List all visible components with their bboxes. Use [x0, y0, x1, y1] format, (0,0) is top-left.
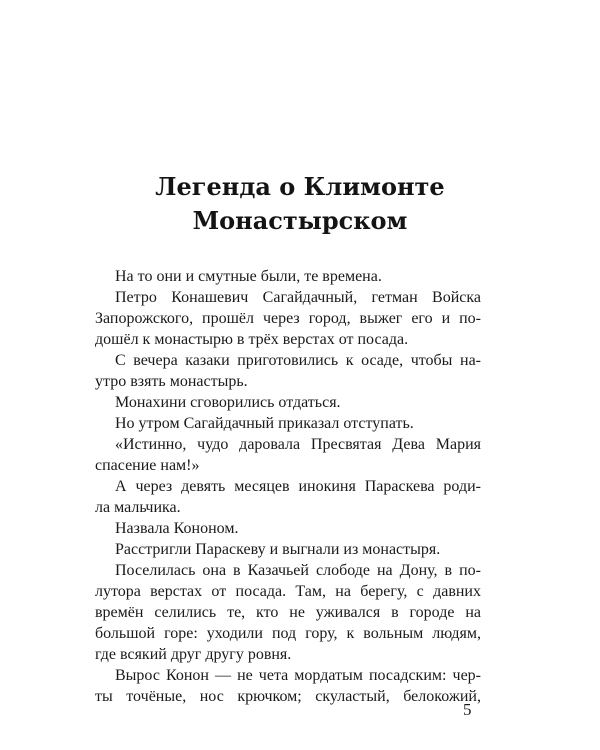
text-line: лутора верстах от посада. Там, на берегу, с давних: [95, 583, 481, 600]
text-line: утро взять монастырь.: [95, 373, 248, 390]
text-line: Монахини сговорились отдаться.: [115, 394, 341, 411]
text-line: ты точёные, нос крючком; скуластый, белокожий,: [95, 688, 481, 705]
text-line: С вечера казаки приготовились к осаде, чтобы на-: [115, 352, 481, 369]
page-number: 5: [463, 700, 472, 719]
text-line: Расстригли Параскеву и выгнали из монастыря.: [115, 541, 441, 558]
text-line: «Истинно, чудо даровала Пресвятая Дева Мария: [115, 436, 481, 453]
text-line: ла мальчика.: [95, 499, 181, 516]
chapter-title-line-2: Монастырском: [192, 206, 408, 235]
text-line: Вырос Конон — не чета мордатым посадским: чер-: [115, 667, 481, 684]
text-line: Назвала Кононом.: [115, 520, 239, 537]
text-line: большой горе: уходили под гору, к вольным людям,: [95, 625, 481, 642]
text-line: Но утром Сагайдачный приказал отступать.: [115, 415, 414, 432]
text-line: Поселилась она в Казачьей слободе на Дону, в по-: [115, 562, 481, 579]
text-line: спасение нам!»: [95, 457, 200, 474]
text-line: На то они и смутные были, те времена.: [115, 268, 382, 285]
chapter-title-line-1: Легенда о Климонте: [155, 172, 445, 201]
chapter-title: [0, 170, 600, 238]
chapter-body: [95, 266, 481, 707]
text-line: А через девять месяцев инокиня Параскева роди-: [115, 478, 481, 495]
text-line: дошёл к монастырю в трёх верстах от посада.: [95, 331, 409, 348]
text-line: Петро Конашевич Сагайдачный, гетман Войска: [115, 289, 481, 306]
text-line: времён селились те, кто не уживался в городе на: [95, 604, 481, 621]
text-line: Запорожского, прошёл через город, выжег его и по-: [95, 310, 481, 327]
text-line: где всякий друг другу ровня.: [95, 646, 292, 663]
